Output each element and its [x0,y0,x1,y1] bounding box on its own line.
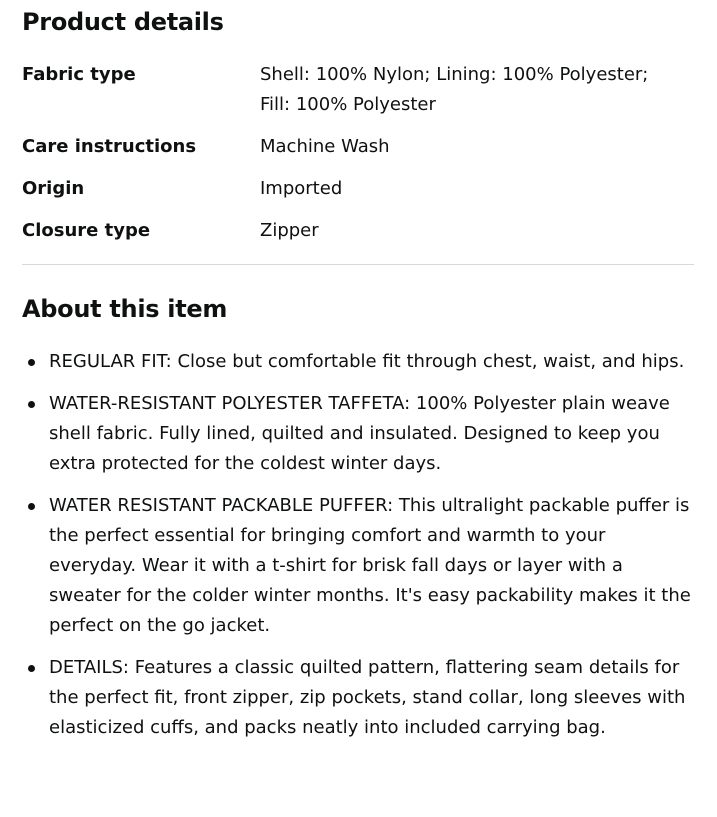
section-divider [22,264,694,265]
feature-bullet [22,653,694,743]
feature-bullet [22,389,694,479]
details-label: Care instructions [22,136,197,157]
feature-bullet [22,491,694,641]
product-details-section [22,4,694,246]
bullet-dot-icon [28,401,35,408]
details-row-origin [22,162,694,204]
product-details-table [22,60,694,246]
details-value [260,60,694,120]
details-row-fabric-type [22,60,694,120]
bullet-dot-icon [28,503,35,510]
about-this-item-section [22,291,694,743]
details-value-line: Fill: 100% Polyester [260,94,436,115]
about-this-item-title: About this item [22,295,228,323]
details-label: Origin [22,178,85,199]
feature-bullet-list [22,347,694,743]
details-label: Fabric type [22,64,136,85]
feature-bullet-text: DETAILS: Features a classic quilted pattern, flattering seam details for the perfect fit, front zipper, zip pockets, stand collar, long sleeves with elasticized cuffs, and packs neatly into included carrying bag. [49,657,686,738]
feature-bullet-text: WATER RESISTANT PACKABLE PUFFER: This ultralight packable puffer is the perfect essential for bringing comfort and warmth to your everyday. Wear it with a t-shirt for brisk fall days or layer with a sweater for the colder winter months. It's easy packability makes it the perfect on the go jacket. [49,495,691,636]
details-value-line: Shell: 100% Nylon; Lining: 100% Polyester; [260,64,649,85]
feature-bullet [22,347,694,377]
details-value: Imported [260,178,343,199]
bullet-dot-icon [28,665,35,672]
details-value: Machine Wash [260,136,390,157]
details-row-closure-type [22,204,694,246]
details-value: Zipper [260,220,319,241]
feature-bullet-text: WATER-RESISTANT POLYESTER TAFFETA: 100% Polyester plain weave shell fabric. Fully lined, quilted and insulated. Designed to keep you extra protected for the coldest winter days. [49,393,670,474]
details-label: Closure type [22,220,151,241]
feature-bullet-text: REGULAR FIT: Close but comfortable fit through chest, waist, and hips. [49,351,685,372]
details-row-care-instructions [22,120,694,162]
product-details-title: Product details [22,8,224,36]
bullet-dot-icon [28,359,35,366]
